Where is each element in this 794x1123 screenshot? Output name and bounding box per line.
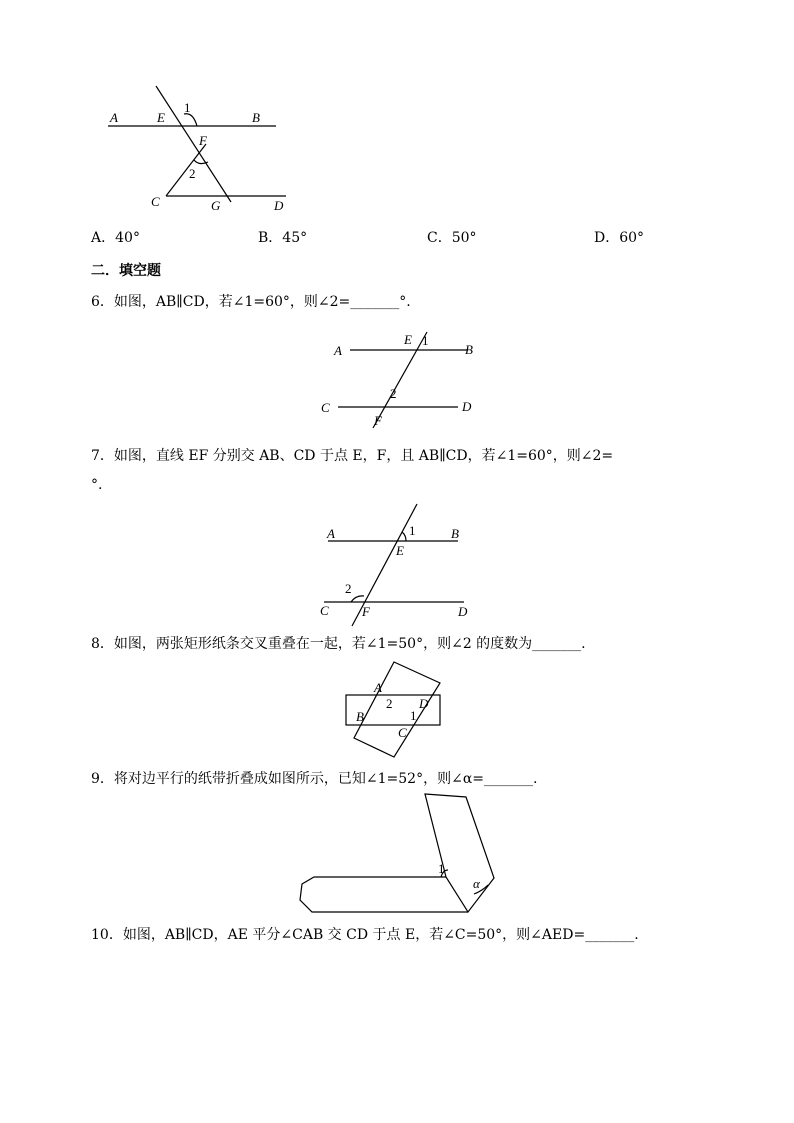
- label-a: A: [374, 680, 382, 695]
- angle-2-arc: [351, 596, 364, 602]
- figure-q9: [292, 790, 502, 918]
- label-1: 1: [438, 861, 445, 876]
- label-f: F: [199, 133, 207, 148]
- option-a: A．40°: [91, 230, 140, 246]
- label-f: F: [362, 604, 370, 619]
- label-c: C: [321, 400, 330, 415]
- question-7-line1: 7．如图，直线 EF 分别交 AB、CD 于点 E，F，且 AB∥CD，若∠1=60°，则∠2=: [91, 448, 614, 464]
- label-2: 2: [386, 696, 393, 711]
- label-e: E: [396, 543, 404, 558]
- folded-strip-up: [425, 794, 494, 912]
- option-c: C．50°: [427, 230, 477, 246]
- transversal-line: [156, 86, 231, 202]
- label-f: F: [374, 413, 382, 428]
- folded-strip-left: [300, 877, 468, 912]
- label-b: B: [465, 342, 473, 357]
- figure-q6: [318, 328, 488, 432]
- option-d: D．60°: [594, 230, 645, 246]
- label-a: A: [110, 110, 118, 125]
- angle-1-arc: [184, 114, 197, 126]
- label-2: 2: [189, 166, 196, 181]
- label-2: 2: [390, 386, 397, 401]
- label-d: D: [458, 604, 468, 619]
- angle-1-arc: [402, 532, 406, 541]
- label-1: 1: [184, 100, 191, 115]
- label-1: 1: [409, 523, 416, 538]
- label-c: C: [320, 603, 329, 618]
- label-1: 1: [422, 333, 429, 348]
- segment-cf: [166, 144, 206, 196]
- label-c: C: [398, 725, 407, 740]
- question-8-text: 8．如图，两张矩形纸条交叉重叠在一起，若∠1=50°，则∠2 的度数为_______.: [91, 636, 586, 652]
- label-b: B: [356, 709, 364, 724]
- figure-q8: [340, 658, 450, 758]
- label-d: D: [462, 399, 472, 414]
- angle-2-arc: [194, 160, 208, 164]
- label-b: B: [252, 110, 260, 125]
- label-2: 2: [345, 581, 352, 596]
- figure-q5: [100, 82, 300, 217]
- label-alpha: α: [473, 876, 480, 891]
- label-1: 1: [410, 708, 417, 723]
- label-c: C: [151, 194, 160, 209]
- question-7-line2: °.: [91, 477, 103, 493]
- label-a: A: [327, 526, 335, 541]
- label-d: D: [419, 696, 429, 711]
- section-title: 二．填空题: [91, 263, 161, 279]
- label-g: G: [211, 198, 221, 213]
- option-b: B．45°: [258, 230, 308, 246]
- label-e: E: [157, 110, 165, 125]
- label-a: A: [334, 343, 342, 358]
- figure-q7: [312, 502, 482, 628]
- label-e: E: [404, 332, 412, 347]
- label-b: B: [451, 526, 459, 541]
- question-9-text: 9．将对边平行的纸带折叠成如图所示，已知∠1=52°，则∠α=_______.: [91, 771, 538, 787]
- question-6-text: 6．如图，AB∥CD，若∠1=60°，则∠2=_______°.: [91, 294, 411, 310]
- question-10-text: 10．如图，AB∥CD，AE 平分∠CAB 交 CD 于点 E，若∠C=50°，则∠AED=_______.: [91, 927, 639, 943]
- label-d: D: [274, 198, 284, 213]
